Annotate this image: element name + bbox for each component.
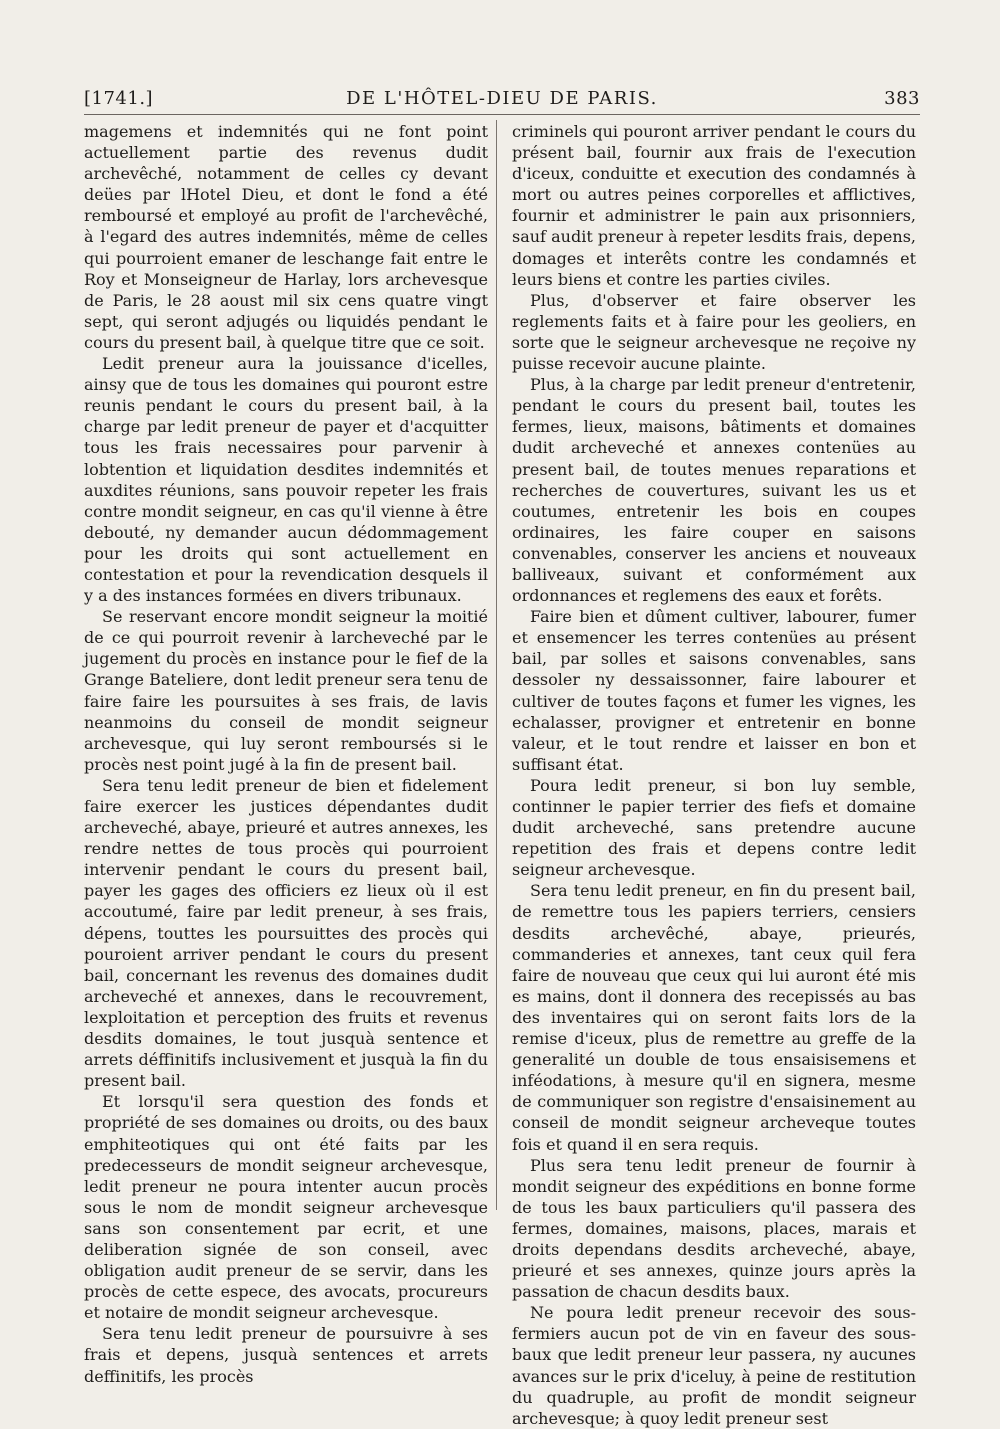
paragraph: Et lorsqu'il sera question des fonds et propriété de ses domaines ou droits, ou des baux emphiteotiques qui ont été faits par les predecesseurs de mondit seigneur archevesque, ledit preneur ne poura intenter aucun procès sous le nom de mondit seigneur archevesque sans son consentement par ecrit, et une deliberation signée de son conseil, avec obligation audit preneur de se servir, dans les procès de cette espece, des avocats, procureurs et notaire de mondit seigneur archevesque. bbox=[84, 1092, 488, 1323]
paragraph: Ledit preneur aura la jouissance d'icelles, ainsy que de tous les domaines qui pouront estre reunis pendant le cours du present bail, à la charge par ledit preneur de payer et d'acquitter tous les frais necessaires pour parvenir à lobtention et liquidation desdites indemnités et auxdites réunions, sans pouvoir repeter les frais contre mondit seigneur, en cas qu'il vienne à être debouté, ny demander aucun dédommagement pour les droits qui sont actuellement en contestation et pour la revendication desquels il y a des instances formées en divers tribunaux. bbox=[84, 354, 488, 606]
header-title: DE L'HÔTEL-DIEU DE PARIS. bbox=[346, 88, 658, 109]
right-column bbox=[512, 121, 916, 1429]
paragraph: Sera tenu ledit preneur de bien et fidelement faire exercer les justices dépendantes dudit archeveché, abaye, prieuré et autres annexes, les rendre nettes de tous procès qui pourroient intervenir pendant le cours du present bail, payer les gages des officiers ez lieux où il est accoutumé, faire par ledit preneur, à ses frais, dépens, touttes les poursuittes des procès qui pouroient arriver pendant le cours du present bail, concernant les revenus des domaines dudit archeveché et annexes, dans le recouvrement, lexploitation et perception des fruits et revenus desdits domaines, le tout jusquà sentence et arrets déffinitifs inclusivement et jusquà la fin du present bail. bbox=[84, 775, 488, 1091]
page-number: 383 bbox=[884, 88, 920, 109]
paragraph: Plus, à la charge par ledit preneur d'entretenir, pendant le cours du present bail, toutes les fermes, lieux, maisons, bâtiments et domaines dudit archeveché et annexes contenües au present bail, de toutes menues reparations et recherches de couvertures, suivant les us et coutumes, entretenir les bois en coupes ordinaires, les faire couper en saisons convenables, conserver les anciens et nouveaux balliveaux, suivant et conformément aux ordonnances et reglemens des eaux et forêts. bbox=[512, 375, 916, 606]
paragraph: criminels qui pouront arriver pendant le cours du présent bail, fournir aux frais de l'execution d'iceux, conduitte et execution des condamnés à mort ou autres peines corporelles et afflictives, fournir et administrer le pain aux prisonniers, sauf audit preneur à repeter lesdits frais, depens, domages et interêts contre les condamnés et leurs biens et contre les parties civiles. bbox=[512, 122, 916, 289]
left-column bbox=[84, 121, 488, 1387]
header-year: [1741.] bbox=[84, 88, 154, 109]
paragraph: Plus, d'observer et faire observer les reglements faits et à faire pour les geoliers, en sorte que le seigneur archevesque ne reçoive ny puisse recevoir aucune plainte. bbox=[512, 290, 916, 374]
header-rule bbox=[84, 114, 920, 115]
paragraph: Plus sera tenu ledit preneur de fournir à mondit seigneur des expéditions en bonne forme de tous les baux particuliers qu'il passera des fermes, domaines, maisons, places, marais et droits dependans desdits archeveché, abaye, prieuré et ses annexes, quinze jours après la passation de chacun desdits baux. bbox=[512, 1155, 916, 1302]
paragraph: Poura ledit preneur, si bon luy semble, continner le papier terrier des fiefs et domaine dudit archeveché, sans pretendre aucune repetition des frais et depens contre ledit seigneur archevesque. bbox=[512, 775, 916, 880]
paragraph: magemens et indemnités qui ne font point actuellement partie des revenus dudit archevêché, notamment de celles cy devant deües par lHotel Dieu, et dont le fond a été remboursé et employé au profit de l'archevêché, à l'egard des autres indemnités, même de celles qui pourroient emaner de leschange fait entre le Roy et Monseigneur de Harlay, lors archevesque de Paris, le 28 aoust mil six cens quatre vingt sept, qui seront adjugés ou liquidés pendant le cours du present bail, à quelque titre que ce soit. bbox=[84, 122, 488, 352]
paragraph: Se reservant encore mondit seigneur la moitié de ce qui pourroit revenir à larcheveché par le jugement du procès en instance pour le fief de la Grange Bateliere, dont ledit preneur sera tenu de faire faire les poursuites à ses frais, de lavis neanmoins du conseil de mondit seigneur archevesque, qui luy seront remboursés si le procès nest point jugé à la fin de present bail. bbox=[84, 607, 488, 774]
paragraph: Sera tenu ledit preneur, en fin du present bail, de remettre tous les papiers terriers, censiers desdits archevêché, abaye, prieurés, commanderies et annexes, tant ceux quil fera faire de nouveau que ceux qui lui auront été mis es mains, dont il donnera des recepissés au bas des inventaires qui on seront faits lors de la remise d'iceux, plus de remettre au greffe de la generalité un double de tous ensaisisemens et inféodations, à mesure qu'il en signera, mesme de communiquer son registre d'ensaisinement au conseil de mondit seigneur archeveque toutes fois et quand il en sera requis. bbox=[512, 881, 916, 1154]
paragraph: Sera tenu ledit preneur de poursuivre à ses frais et depens, jusquà sentences et arrets deffinitifs, les procès bbox=[84, 1324, 488, 1386]
paragraph: Ne poura ledit preneur recevoir des sous-fermiers aucun pot de vin en faveur des sous-baux que ledit preneur leur passera, ny aucunes avances sur le prix d'iceluy, à peine de restitution du quadruple, au profit de mondit seigneur archevesque; à quoy ledit preneur sest bbox=[512, 1303, 916, 1428]
column-separator bbox=[496, 120, 497, 1210]
paragraph: Faire bien et dûment cultiver, labourer, fumer et ensemencer les terres contenües au présent bail, par solles et saisons convenables, sans dessoler ny dessaissonner, faire labourer et cultiver de toutes façons et fumer les vignes, les echalasser, provigner et entretenir en bonne valeur, et le tout rendre et laisser en bon et suffisant état. bbox=[512, 607, 916, 774]
